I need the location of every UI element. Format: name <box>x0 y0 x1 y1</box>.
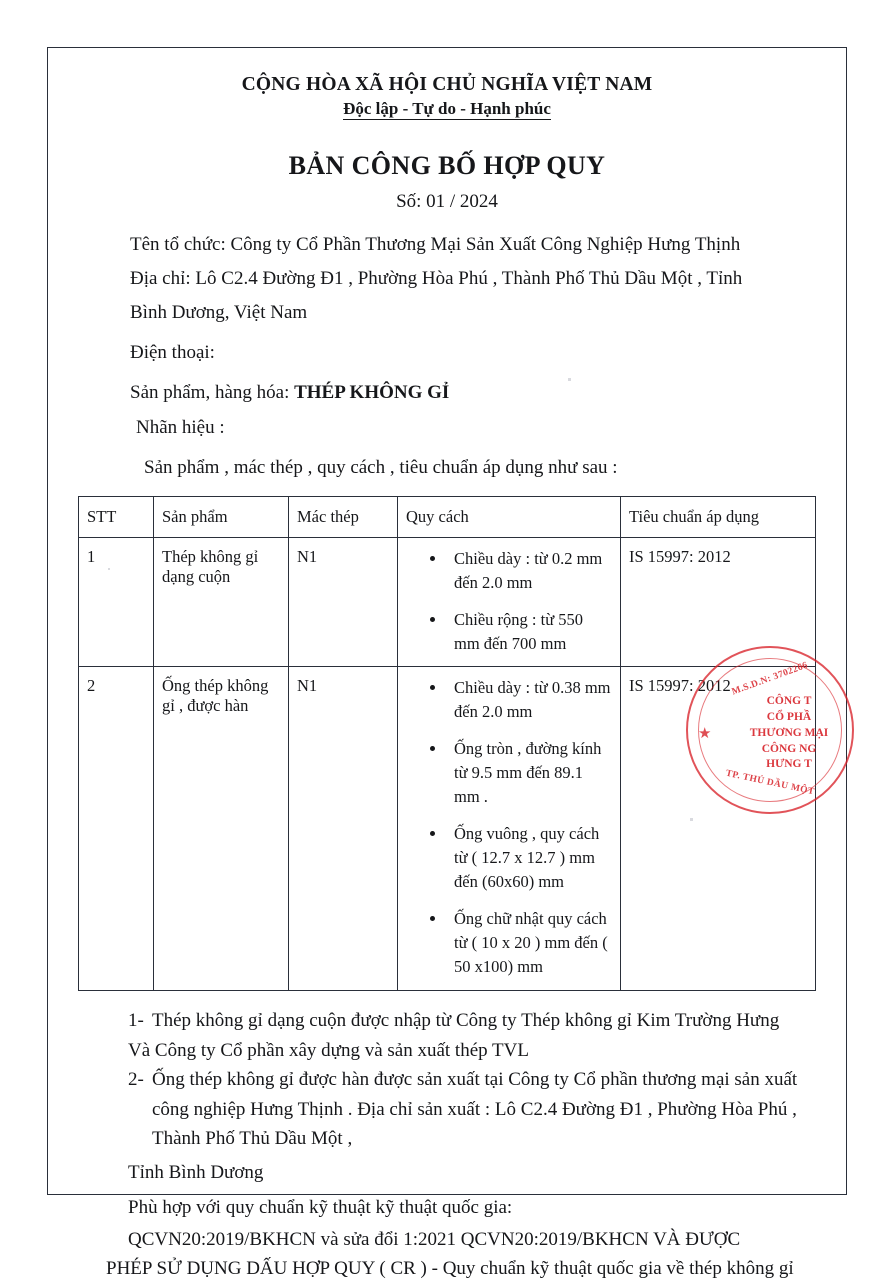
conformity-line: Phù hợp với quy chuẩn kỹ thuật kỹ thuật quốc gia: <box>128 1196 513 1218</box>
note-item <box>78 1066 816 1095</box>
note-continuation: Và Công ty Cổ phần xây dựng và sản xuất thép TVL <box>128 1040 529 1062</box>
table-header-standard: Tiêu chuẩn áp dụng <box>621 496 816 537</box>
cell-spec <box>398 667 621 990</box>
spec-item: Ống chữ nhật quy cách từ ( 10 x 20 ) mm đến ( 50 x100) mm <box>428 907 612 979</box>
note-number: 1- <box>128 1009 144 1031</box>
table-header-stt: STT <box>79 496 154 537</box>
cell-grade: N1 <box>289 667 398 990</box>
seal-location-text: TP. THỦ DẦU MỘT <box>724 768 816 798</box>
province-line: Tỉnh Bình Dương <box>128 1162 264 1184</box>
standard-line-1: QCVN20:2019/BKHCN và sửa đổi 1:2021 QCVN20:2019/BKHCN VÀ ĐƯỢC <box>128 1229 741 1251</box>
seal-core-line-3: THƯƠNG MẠI <box>749 726 829 739</box>
notes-block <box>78 1007 816 1223</box>
scan-artifact <box>690 818 693 821</box>
page-title: BẢN CÔNG BỐ HỢP QUY <box>288 151 606 180</box>
national-title: CỘNG HÒA XÃ HỘI CHỦ NGHĨA VIỆT NAM <box>241 74 653 95</box>
note-text: Thép không gỉ dạng cuộn được nhập từ Công ty Thép không gỉ Kim Trường Hưng <box>152 1009 780 1031</box>
note-text: Ống thép không gỉ được hàn được sản xuất tại Công ty Cổ phần thương mại sản xuất <box>152 1068 798 1090</box>
seal-registration-number: M.S.D.N: 3702266 <box>730 660 810 698</box>
table-intro-line: Sản phẩm , mác thép , quy cách , tiêu chuẩn áp dụng như sau : <box>144 456 618 478</box>
cell-product: Thép không gỉ dạng cuộn <box>154 537 289 667</box>
product-line <box>78 379 816 407</box>
table-row <box>79 667 816 990</box>
spec-list <box>406 547 612 656</box>
document-number: Số: 01 / 2024 <box>396 191 498 212</box>
cell-standard: IS 15997: 2012 <box>621 667 816 990</box>
brand-line: Nhãn hiệu : <box>136 416 225 438</box>
spec-item: Chiều dày : từ 0.38 mm đến 2.0 mm <box>428 676 612 724</box>
table-header-row <box>79 496 816 537</box>
table-header-grade: Mác thép <box>289 496 398 537</box>
spec-item: Ống vuông , quy cách từ ( 12.7 x 12.7 ) mm đến (60x60) mm <box>428 822 612 894</box>
standard-block <box>78 1226 816 1283</box>
note-continuation: công nghiệp Hưng Thịnh . Địa chỉ sản xuất : Lô C2.4 Đường Đ1 , Phường Hòa Phú , <box>152 1099 797 1121</box>
national-subtitle-text: Độc lập - Tự do - Hạnh phúc <box>343 99 551 118</box>
organization-line: Tên tổ chức: Công ty Cổ Phần Thương Mại Sản Xuất Công Nghiệp Hưng Thịnh <box>130 234 741 255</box>
document-content <box>48 48 846 1279</box>
scan-artifact <box>108 568 110 570</box>
note-number: 2- <box>128 1068 144 1090</box>
seal-core-line-1: CÔNG T <box>766 695 812 707</box>
product-value: THÉP KHÔNG GỈ <box>294 382 450 404</box>
note-item <box>78 1007 816 1036</box>
address-line-2: Bình Dương, Việt Nam <box>130 302 308 324</box>
seal-core-line-5: HƯNG T <box>766 758 812 771</box>
spec-list <box>406 676 612 978</box>
spec-item: Chiều dày : từ 0.2 mm đến 2.0 mm <box>428 547 612 595</box>
document-page <box>47 47 847 1279</box>
note-continuation: Thành Phố Thủ Dầu Một , <box>152 1127 353 1149</box>
scan-artifact <box>568 378 571 381</box>
cell-stt: 2 <box>79 667 154 990</box>
phone-line: Điện thoại: <box>130 342 215 364</box>
cell-product: Ống thép không gỉ , được hàn <box>154 667 289 990</box>
national-subtitle <box>78 99 816 119</box>
table-header-spec: Quy cách <box>398 496 621 537</box>
product-label: Sản phẩm, hàng hóa: <box>130 382 295 404</box>
cell-stt: 1 <box>79 537 154 667</box>
table-header-product: Sản phẩm <box>154 496 289 537</box>
seal-core-line-4: CÔNG NG <box>761 742 817 755</box>
standard-line-2: PHÉP SỬ DỤNG DẤU HỢP QUY ( CR ) - Quy chuẩn kỹ thuật quốc gia về thép không gỉ <box>106 1257 794 1279</box>
seal-core-line-2: CỔ PHẦ <box>766 710 812 723</box>
intro-block <box>78 231 816 482</box>
cell-standard: IS 15997: 2012 <box>621 537 816 667</box>
cell-spec <box>398 537 621 667</box>
spec-item: Ống tròn , đường kính từ 9.5 mm đến 89.1 mm . <box>428 737 612 809</box>
cell-grade: N1 <box>289 537 398 667</box>
spec-item: Chiều rộng : từ 550 mm đến 700 mm <box>428 608 612 656</box>
star-icon: ★ <box>698 726 712 742</box>
address-line-1: Địa chỉ: Lô C2.4 Đường Đ1 , Phường Hòa Phú , Thành Phố Thủ Dầu Một , Tỉnh <box>130 268 743 290</box>
table-row <box>79 537 816 667</box>
specification-table <box>78 496 816 991</box>
